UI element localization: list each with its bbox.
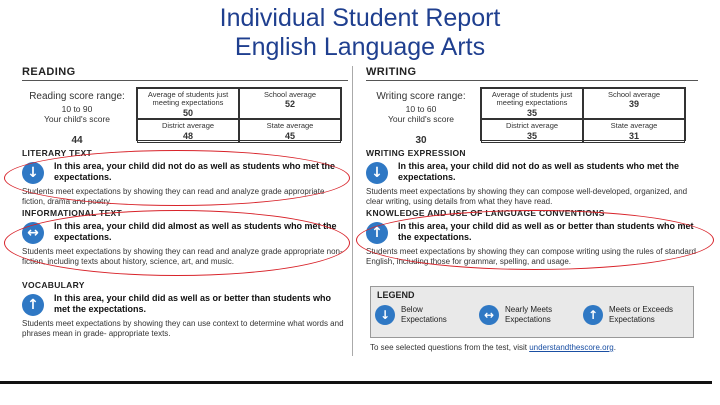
legend-label	[401, 305, 447, 323]
area-description: Students meet expectations by showing they can read and analyze grade appropriate fiction, drama and poetry.	[22, 187, 325, 206]
cell-value: 35	[526, 107, 537, 118]
cell-label: District average	[505, 121, 559, 131]
footnote-text: To see selected questions from the test, visit	[370, 343, 530, 352]
legend-label-line2: Expectations	[609, 314, 655, 324]
reading-score-summary	[22, 91, 132, 147]
area-heading: INFORMATIONAL TEXT	[22, 208, 122, 218]
down-arrow-icon: ↓	[375, 305, 395, 325]
area-heading: VOCABULARY	[22, 280, 85, 290]
reading-cell-school	[239, 88, 341, 119]
legend-item-meets-or-exceeds	[583, 304, 687, 325]
column-divider	[352, 66, 353, 356]
legend-box	[370, 286, 694, 338]
legend-label-line2: Expectations	[401, 314, 447, 324]
reading-your-score: 44	[71, 134, 83, 146]
area-heading: LITERARY TEXT	[22, 148, 93, 158]
legend-label-line2: Expectations	[505, 314, 551, 324]
cell-label: State average	[610, 121, 658, 131]
reading-score-range-label: Reading score range:	[29, 91, 125, 102]
cell-value: 52	[284, 99, 295, 110]
left-right-arrow-icon: ↔	[479, 305, 499, 325]
left-right-arrow-icon: ↔	[22, 222, 44, 244]
reading-your-score-label: Your child's score	[43, 114, 111, 125]
area-message: In this area, your child did almost as well as students who met the expectations.	[54, 221, 337, 243]
legend-items	[371, 304, 693, 325]
writing-your-score-label: Your child's score	[387, 114, 455, 125]
up-arrow-icon: ↑	[366, 222, 388, 244]
footnote-end: .	[613, 343, 616, 352]
legend-label	[505, 305, 552, 323]
cell-value: 48	[182, 130, 193, 141]
reading-section	[22, 66, 348, 338]
cell-label: Average of students just meeting expectations	[147, 90, 229, 108]
report-title-line1: Individual Student Report	[219, 4, 501, 32]
area-heading: KNOWLEDGE AND USE OF LANGUAGE CONVENTIONS	[366, 208, 605, 218]
reading-cell-state	[239, 119, 341, 142]
area-description: Students meet expectations by showing they can use context to determine what words and phrases mean in grade- appropriate texts.	[22, 319, 344, 338]
reading-cell-district	[137, 119, 239, 142]
writing-score-table	[480, 87, 686, 141]
reading-score-table	[136, 87, 342, 141]
writing-cell-just-meeting	[481, 88, 583, 119]
down-arrow-icon: ↓	[366, 162, 388, 184]
writing-your-score: 30	[415, 134, 427, 146]
legend-item-nearly-meets	[479, 304, 583, 325]
cell-value: 50	[182, 107, 193, 118]
writing-cell-district	[481, 119, 583, 142]
cell-value: 31	[628, 130, 639, 141]
area-message: In this area, your child did as well as or better than students who met the expectations.	[398, 221, 694, 243]
cell-value: 45	[284, 130, 295, 141]
highlight-oval-literary	[4, 150, 350, 206]
cell-label: District average	[161, 121, 215, 131]
area-description: Students meet expectations by showing they can read and analyze grade appropriate non-fiction, including texts about history, science, art, and music.	[22, 247, 343, 266]
writing-score-summary	[366, 91, 476, 147]
legend-label-line1: Nearly Meets	[505, 305, 553, 315]
legend-heading: LEGEND	[377, 290, 415, 300]
writing-cell-school	[583, 88, 685, 119]
writing-cell-state	[583, 119, 685, 142]
cell-label: Average of students just meeting expectations	[491, 90, 573, 108]
reading-score-range: 10 to 90	[61, 103, 93, 114]
highlight-oval-conventions	[356, 210, 714, 270]
cell-label: State average	[266, 121, 314, 131]
down-arrow-icon: ↓	[22, 162, 44, 184]
area-writing-expression	[366, 148, 698, 207]
area-message: In this area, your child did as well as or better than students who met the expectations.	[54, 293, 332, 315]
area-message: In this area, your child did not do as well as students who met the expectations.	[398, 161, 680, 183]
writing-heading: WRITING	[366, 66, 698, 81]
legend-item-below	[375, 304, 479, 325]
cell-label: School average	[607, 90, 661, 99]
writing-score-range-label: Writing score range:	[376, 91, 466, 102]
legend-label	[609, 305, 673, 323]
area-message: In this area, your child did not do as well as students who met the expectations.	[54, 161, 336, 183]
up-arrow-icon: ↑	[583, 305, 603, 325]
highlight-oval-informational	[4, 210, 350, 276]
area-description: Students meet expectations by showing they can compose writing using the rules of standard English, including those for grammar, spelling, and usage.	[366, 247, 696, 266]
legend-label-line1: Meets or Exceeds	[609, 305, 674, 315]
cell-value: 39	[628, 99, 639, 110]
area-vocabulary	[22, 280, 348, 339]
reading-scores	[22, 87, 348, 145]
writing-section	[366, 66, 698, 266]
writing-scores	[366, 87, 698, 145]
writing-score-range: 10 to 60	[405, 103, 437, 114]
footnote-link[interactable]: understandthescore.org	[529, 343, 614, 352]
footnote	[370, 343, 616, 352]
area-heading: WRITING EXPRESSION	[366, 148, 466, 158]
report-title-line2: English Language Arts	[234, 33, 486, 61]
cell-value: 35	[526, 130, 537, 141]
area-description: Students meet expectations by showing they can compose well-developed, organized, and clear writing, using details from what they have read.	[366, 187, 688, 206]
legend-label-line1: Below	[401, 305, 423, 315]
cell-label: School average	[263, 90, 317, 99]
up-arrow-icon: ↑	[22, 294, 44, 316]
reading-heading: READING	[22, 66, 348, 81]
bottom-rule	[0, 381, 712, 384]
reading-cell-just-meeting	[137, 88, 239, 119]
